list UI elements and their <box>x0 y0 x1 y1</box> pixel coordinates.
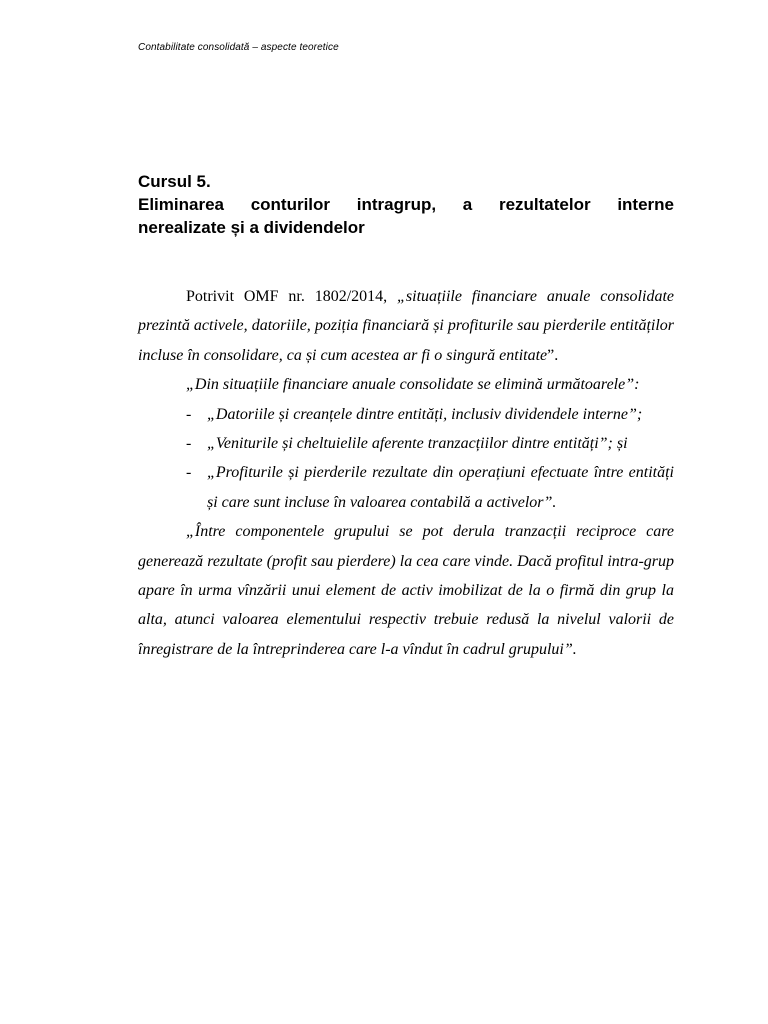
paragraph-eliminations: „Din situațiile financiare anuale consolidate se elimină următoarele”: <box>186 376 640 394</box>
list-item <box>138 458 674 517</box>
list-item-text: „Profiturile și pierderile rezultate din operațiuni efectuate între entități și care sunt incluse în valoarea contabilă a activelor”. <box>207 464 674 511</box>
list-dash: - <box>186 405 192 423</box>
course-title-line-2: nerealizate și a dividendelor <box>138 218 365 237</box>
course-title-block <box>138 170 674 239</box>
list-item <box>138 429 674 458</box>
paragraph-omf-quote: „situațiile financiare anuale consolidate prezintă activele, datoriile, poziția financiară și profiturile sau pierderile entităților incluse în consolidare, ca și cum acestea ar fi o singură entitate <box>138 288 674 364</box>
list-item <box>138 400 674 429</box>
eliminations-list <box>138 400 674 518</box>
course-title-line-1: Eliminarea conturilor intragrup, a rezultatelor interne <box>138 195 674 214</box>
course-number: Cursul 5. <box>138 172 211 191</box>
list-dash: - <box>186 435 192 453</box>
paragraph-omf <box>138 282 674 370</box>
running-header: Contabilitate consolidată – aspecte teoretice <box>138 42 339 53</box>
paragraph-omf-closing: ”. <box>547 346 559 364</box>
paragraph-intragroup-transactions: „Între componentele grupului se pot derula tranzacții reciproce care generează rezultate (profit sau pierdere) la cea care vinde. Dacă profitul intra-grup apare în urma vînzării unui element de activ imobilizat de la o firmă din grup la alta, atunci valoarea elementului respectiv trebuie redusă la nivelul valorii de înregistrare de la întreprinderea care l-a vîndut în cadrul grupului”. <box>138 523 674 658</box>
list-item-text: „Datoriile și creanțele dintre entități, inclusiv dividendele interne”; <box>207 405 643 423</box>
document-body <box>138 282 674 664</box>
list-dash: - <box>186 464 192 482</box>
paragraph-omf-lead: Potrivit OMF nr. 1802/2014, <box>186 288 398 305</box>
list-item-text: „Veniturile și cheltuielile aferente tranzacțiilor dintre entități”; și <box>207 435 628 453</box>
